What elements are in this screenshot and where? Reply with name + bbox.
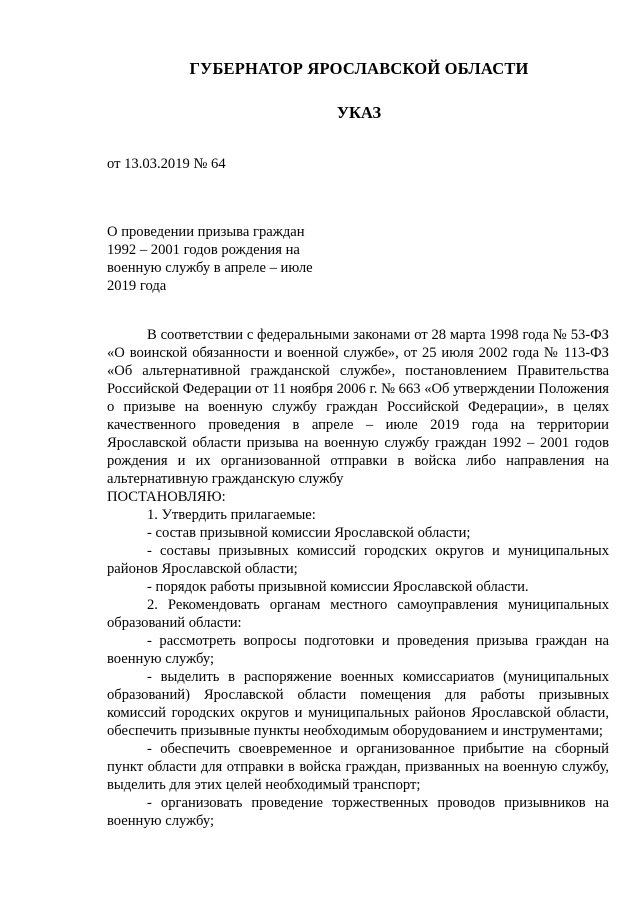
preamble-paragraph: В соответствии с федеральными законами от 28 марта 1998 года № 53-ФЗ «О воинской обязанности и военной службе», от 25 июля 2002 года № 113-ФЗ «Об альтернативной гражданской службе», постановлением Правительства Российской Федерации от 11 ноября 2006 г. № 663 «Об утверждении Положения о призыве на военную службу граждан Российской Федерации», в целях качественного проведения в апреле – июле 2019 года на территории Ярославской области призыва на военную службу граждан 1992 – 2001 годов рождения и их организованной отправки в войска либо направления на альтернативную гражданскую службу bbox=[107, 327, 609, 487]
document-title: ГУБЕРНАТОР ЯРОСЛАВСКОЙ ОБЛАСТИ bbox=[189, 59, 529, 78]
document-subject bbox=[107, 223, 367, 295]
clause-2-item: - выделить в распоряжение военных комиссариатов (муниципальных образований) Ярославской области помещения для работы призывных комиссий городских округов и муниципальных районов Ярославской области, обеспечить призывные пункты необходимым оборудованием и инструментами; bbox=[107, 669, 609, 739]
subject-line: 2019 года bbox=[107, 278, 167, 294]
clause-2-item: - организовать проведение торжественных проводов призывников на военную службу; bbox=[107, 795, 609, 829]
clause-2-item: - рассмотреть вопросы подготовки и проведения призыва граждан на военную службу; bbox=[107, 633, 609, 667]
document-type: УКАЗ bbox=[336, 103, 382, 122]
clause-1: 1. Утвердить прилагаемые: bbox=[147, 507, 316, 523]
clause-1-item: - порядок работы призывной комиссии Ярославской области. bbox=[147, 579, 529, 595]
document-date-number: от 13.03.2019 № 64 bbox=[107, 156, 226, 172]
document-body bbox=[107, 326, 609, 830]
subject-line: О проведении призыва граждан bbox=[107, 224, 305, 240]
decree-keyword: ПОСТАНОВЛЯЮ: bbox=[107, 489, 226, 505]
clause-2: 2. Рекомендовать органам местного самоуправления муниципальных образований области: bbox=[107, 597, 609, 631]
clause-1-item: - состав призывной комиссии Ярославской области; bbox=[147, 525, 471, 541]
subject-line: военную службу в апреле – июле bbox=[107, 260, 313, 276]
clause-1-item: - составы призывных комиссий городских округов и муниципальных районов Ярославской области; bbox=[107, 543, 609, 577]
subject-line: 1992 – 2001 годов рождения на bbox=[107, 242, 300, 258]
clause-2-item: - обеспечить своевременное и организованное прибытие на сборный пункт области для отправки в войска граждан, призванных на военную службу, выделить для этих целей необходимый транспорт; bbox=[107, 741, 609, 793]
